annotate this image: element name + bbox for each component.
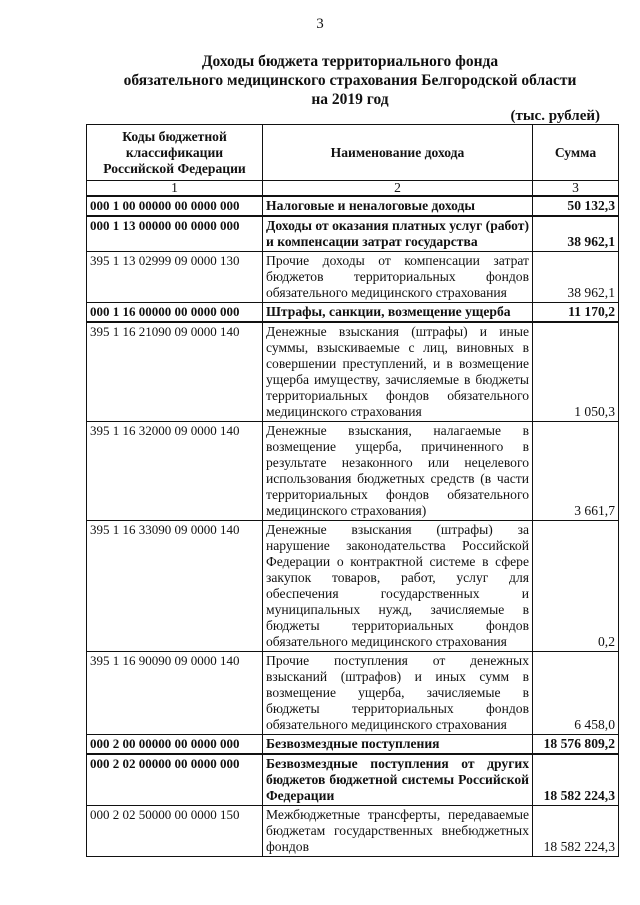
row-code: 000 2 00 00000 00 0000 000: [87, 735, 263, 755]
header-code: Коды бюджетной классификации Российской Федерации: [87, 125, 263, 181]
row-sum: 50 132,3: [533, 196, 619, 216]
row-name: Межбюджетные трансферты, передаваемые бюджетам государственных внебюджетных фондов: [263, 806, 533, 857]
table-row: [87, 806, 619, 857]
row-sum: 3 661,7: [533, 422, 619, 521]
table-row: [87, 754, 619, 806]
row-sum: 11 170,2: [533, 303, 619, 323]
column-number-1: 1: [87, 181, 263, 197]
row-code: 395 1 16 90090 09 0000 140: [87, 652, 263, 735]
units-label: (тыс. рублей): [510, 108, 600, 124]
row-code: 395 1 16 33090 09 0000 140: [87, 521, 263, 652]
row-name: Безвозмездные поступления от других бюджетов бюджетной системы Российской Федерации: [263, 754, 533, 806]
row-name: Прочие доходы от компенсации затрат бюджетов территориальных фондов обязательного медицинского страхования: [263, 252, 533, 303]
row-sum: 1 050,3: [533, 322, 619, 422]
row-name: Налоговые и неналоговые доходы: [263, 196, 533, 216]
row-sum: 0,2: [533, 521, 619, 652]
row-name: Доходы от оказания платных услуг (работ) и компенсации затрат государства: [263, 216, 533, 252]
table-row: [87, 735, 619, 755]
row-name: Денежные взыскания (штрафы) за нарушение законодательства Российской Федерации о контрактной системе в сфере закупок товаров, работ, услуг для обеспечения государственных и муниципальных нужд, зачисляемые в бюджеты территориальных фондов обязательного медицинского страхования: [263, 521, 533, 652]
row-code: 395 1 16 32000 09 0000 140: [87, 422, 263, 521]
column-number-3: 3: [533, 181, 619, 197]
header-name: Наименование дохода: [263, 125, 533, 181]
table-row: [87, 521, 619, 652]
row-name: Денежные взыскания (штрафы) и иные суммы, взыскиваемые с лиц, виновных в совершении преступлений, и в возмещение ущерба имуществу, зачисляемые в бюджеты территориальных фондов обязательного медицинского страхования: [263, 322, 533, 422]
row-code: 395 1 13 02999 09 0000 130: [87, 252, 263, 303]
column-number-2: 2: [263, 181, 533, 197]
title-line-1: Доходы бюджета территориального фонда: [201, 53, 499, 70]
row-name: Денежные взыскания, налагаемые в возмещение ущерба, причиненного в результате незаконного или нецелевого использования бюджетных средств (в части территориальных фондов обязательного медицинского страхования): [263, 422, 533, 521]
row-name: Безвозмездные поступления: [263, 735, 533, 755]
row-code: 000 2 02 00000 00 0000 000: [87, 754, 263, 806]
table-row: [87, 216, 619, 252]
income-table: [86, 124, 619, 857]
row-sum: 6 458,0: [533, 652, 619, 735]
title-line-2: обязательного медицинского страхования Белгородской области: [123, 72, 577, 89]
row-sum: 18 582 224,3: [533, 806, 619, 857]
table-row: [87, 652, 619, 735]
row-code: 000 1 13 00000 00 0000 000: [87, 216, 263, 252]
document-title: [0, 52, 640, 109]
row-name: Прочие поступления от денежных взысканий (штрафов) и иных сумм в возмещение ущерба, зачисляемые в бюджеты территориальных фондов обязательного медицинского страхования: [263, 652, 533, 735]
row-sum: 18 576 809,2: [533, 735, 619, 755]
table-row: [87, 252, 619, 303]
table-row: [87, 303, 619, 323]
row-code: 000 1 16 00000 00 0000 000: [87, 303, 263, 323]
row-sum: 18 582 224,3: [533, 754, 619, 806]
row-sum: 38 962,1: [533, 216, 619, 252]
row-code: 395 1 16 21090 09 0000 140: [87, 322, 263, 422]
table-row: [87, 322, 619, 422]
title-line-3: на 2019 год: [311, 91, 389, 108]
row-code: 000 1 00 00000 00 0000 000: [87, 196, 263, 216]
row-code: 000 2 02 50000 00 0000 150: [87, 806, 263, 857]
table-row: [87, 196, 619, 216]
table-row: [87, 422, 619, 521]
page-number: 3: [316, 16, 324, 32]
row-name: Штрафы, санкции, возмещение ущерба: [263, 303, 533, 323]
header-sum: Сумма: [533, 125, 619, 181]
row-sum: 38 962,1: [533, 252, 619, 303]
